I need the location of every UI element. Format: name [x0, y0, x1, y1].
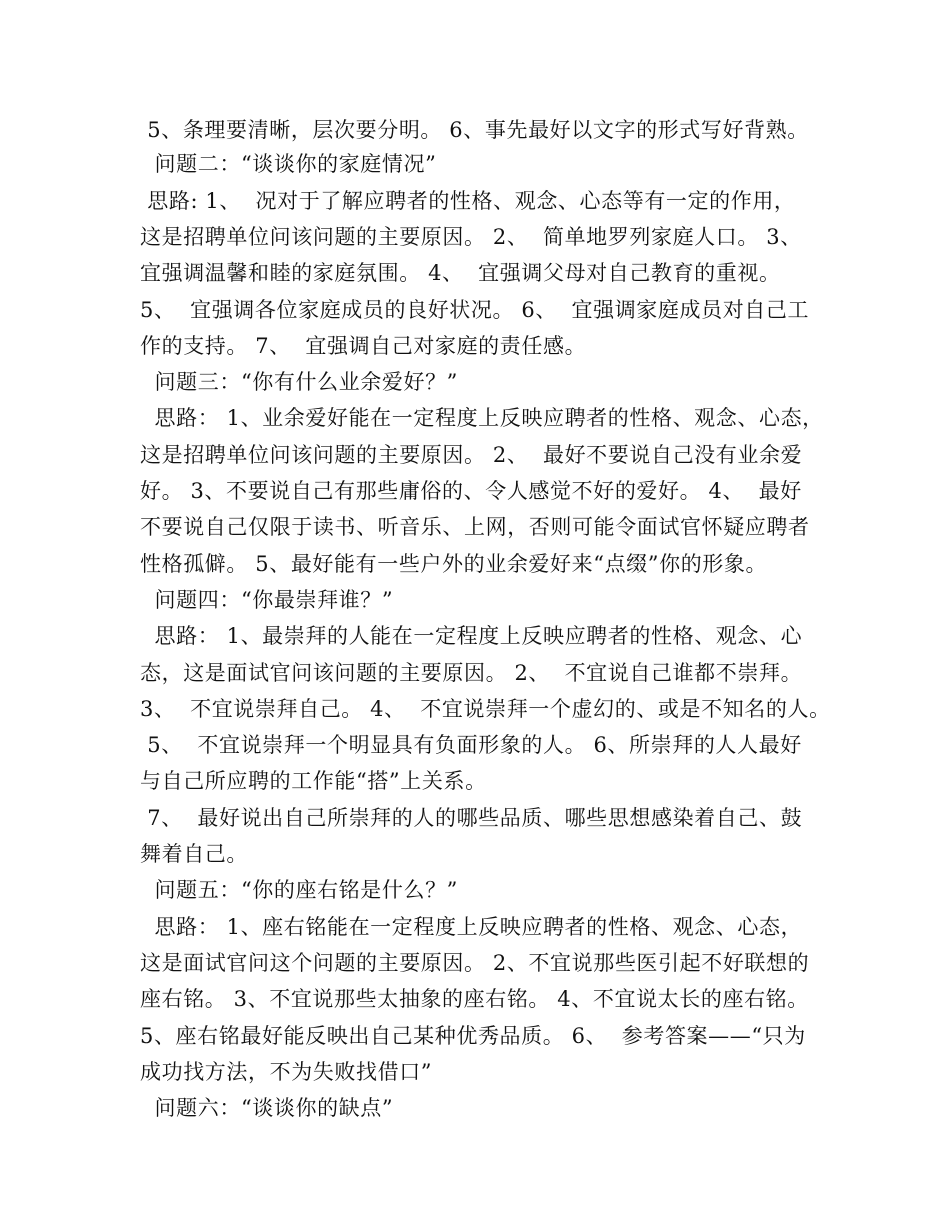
text-line: 5、 不宜说崇拜一个明显具有负面形象的人。 6、所崇拜的人人最好	[140, 733, 802, 757]
text-line: 与自己所应聘的工作能“搭”上关系。	[140, 769, 487, 793]
text-line: 5、座右铭最好能反映出自己某种优秀品质。 6、 参考答案——“只为	[140, 1024, 806, 1048]
question-heading: 问题五：“你的座右铭是什么？”	[140, 878, 459, 902]
text-line: 宜强调温馨和睦的家庭氛围。 4、 宜强调父母对自己教育的重视。	[140, 261, 781, 285]
text-line: 态，这是面试官问该问题的主要原因。 2、 不宜说自己谁都不崇拜。	[140, 661, 803, 685]
text-line: 3、 不宜说崇拜自己。 4、 不宜说崇拜一个虚幻的、或是不知名的人。	[140, 697, 831, 721]
question-heading: 问题二：“谈谈你的家庭情况”	[140, 152, 437, 176]
text-line: 舞着自己。	[140, 842, 248, 866]
text-line: 这是招聘单位问该问题的主要原因。 2、 简单地罗列家庭人口。 3、	[140, 225, 802, 249]
text-line: 思路： 1、业余爱好能在一定程度上反映应聘者的性格、观念、心态，	[140, 406, 824, 430]
text-line: 好。 3、不要说自己有那些庸俗的、令人感觉不好的爱好。 4、 最好	[140, 479, 802, 503]
text-line: 性格孤僻。 5、最好能有一些户外的业余爱好来“点缀”你的形象。	[140, 552, 768, 576]
text-line: 思路： 1、最崇拜的人能在一定程度上反映应聘者的性格、观念、心	[140, 624, 803, 648]
text-line: 成功找方法，不为失败找借口”	[140, 1060, 433, 1084]
text-line: 思路： 1、座右铭能在一定程度上反映应聘者的性格、观念、心态，	[140, 915, 803, 939]
text-line: 这是面试官问这个问题的主要原因。 2、不宜说那些医引起不好联想的	[140, 951, 810, 975]
text-line: 座右铭。 3、不宜说那些太抽象的座右铭。 4、不宜说太长的座右铭。	[140, 987, 809, 1011]
text-line: 不要说自己仅限于读书、听音乐、上网，否则可能令面试官怀疑应聘者	[140, 515, 810, 539]
question-heading: 问题三：“你有什么业余爱好？”	[140, 370, 459, 394]
text-line: 5、条理要清晰，层次要分明。 6、事先最好以文字的形式写好背熟。	[140, 118, 809, 142]
text-line: 7、 最好说出自己所崇拜的人的哪些品质、哪些思想感染着自己、鼓	[140, 806, 803, 830]
text-line: 这是招聘单位问该问题的主要原因。 2、 最好不要说自己没有业余爱	[140, 443, 803, 467]
question-heading: 问题四：“你最崇拜谁？”	[140, 588, 394, 612]
text-line: 作的支持。 7、 宜强调自己对家庭的责任感。	[140, 334, 587, 358]
question-heading: 问题六：“谈谈你的缺点”	[140, 1096, 394, 1120]
text-line: 5、 宜强调各位家庭成员的良好状况。 6、 宜强调家庭成员对自己工	[140, 298, 810, 322]
text-line: 思路: 1、 况对于了解应聘者的性格、观念、心态等有一定的作用，	[140, 189, 796, 213]
